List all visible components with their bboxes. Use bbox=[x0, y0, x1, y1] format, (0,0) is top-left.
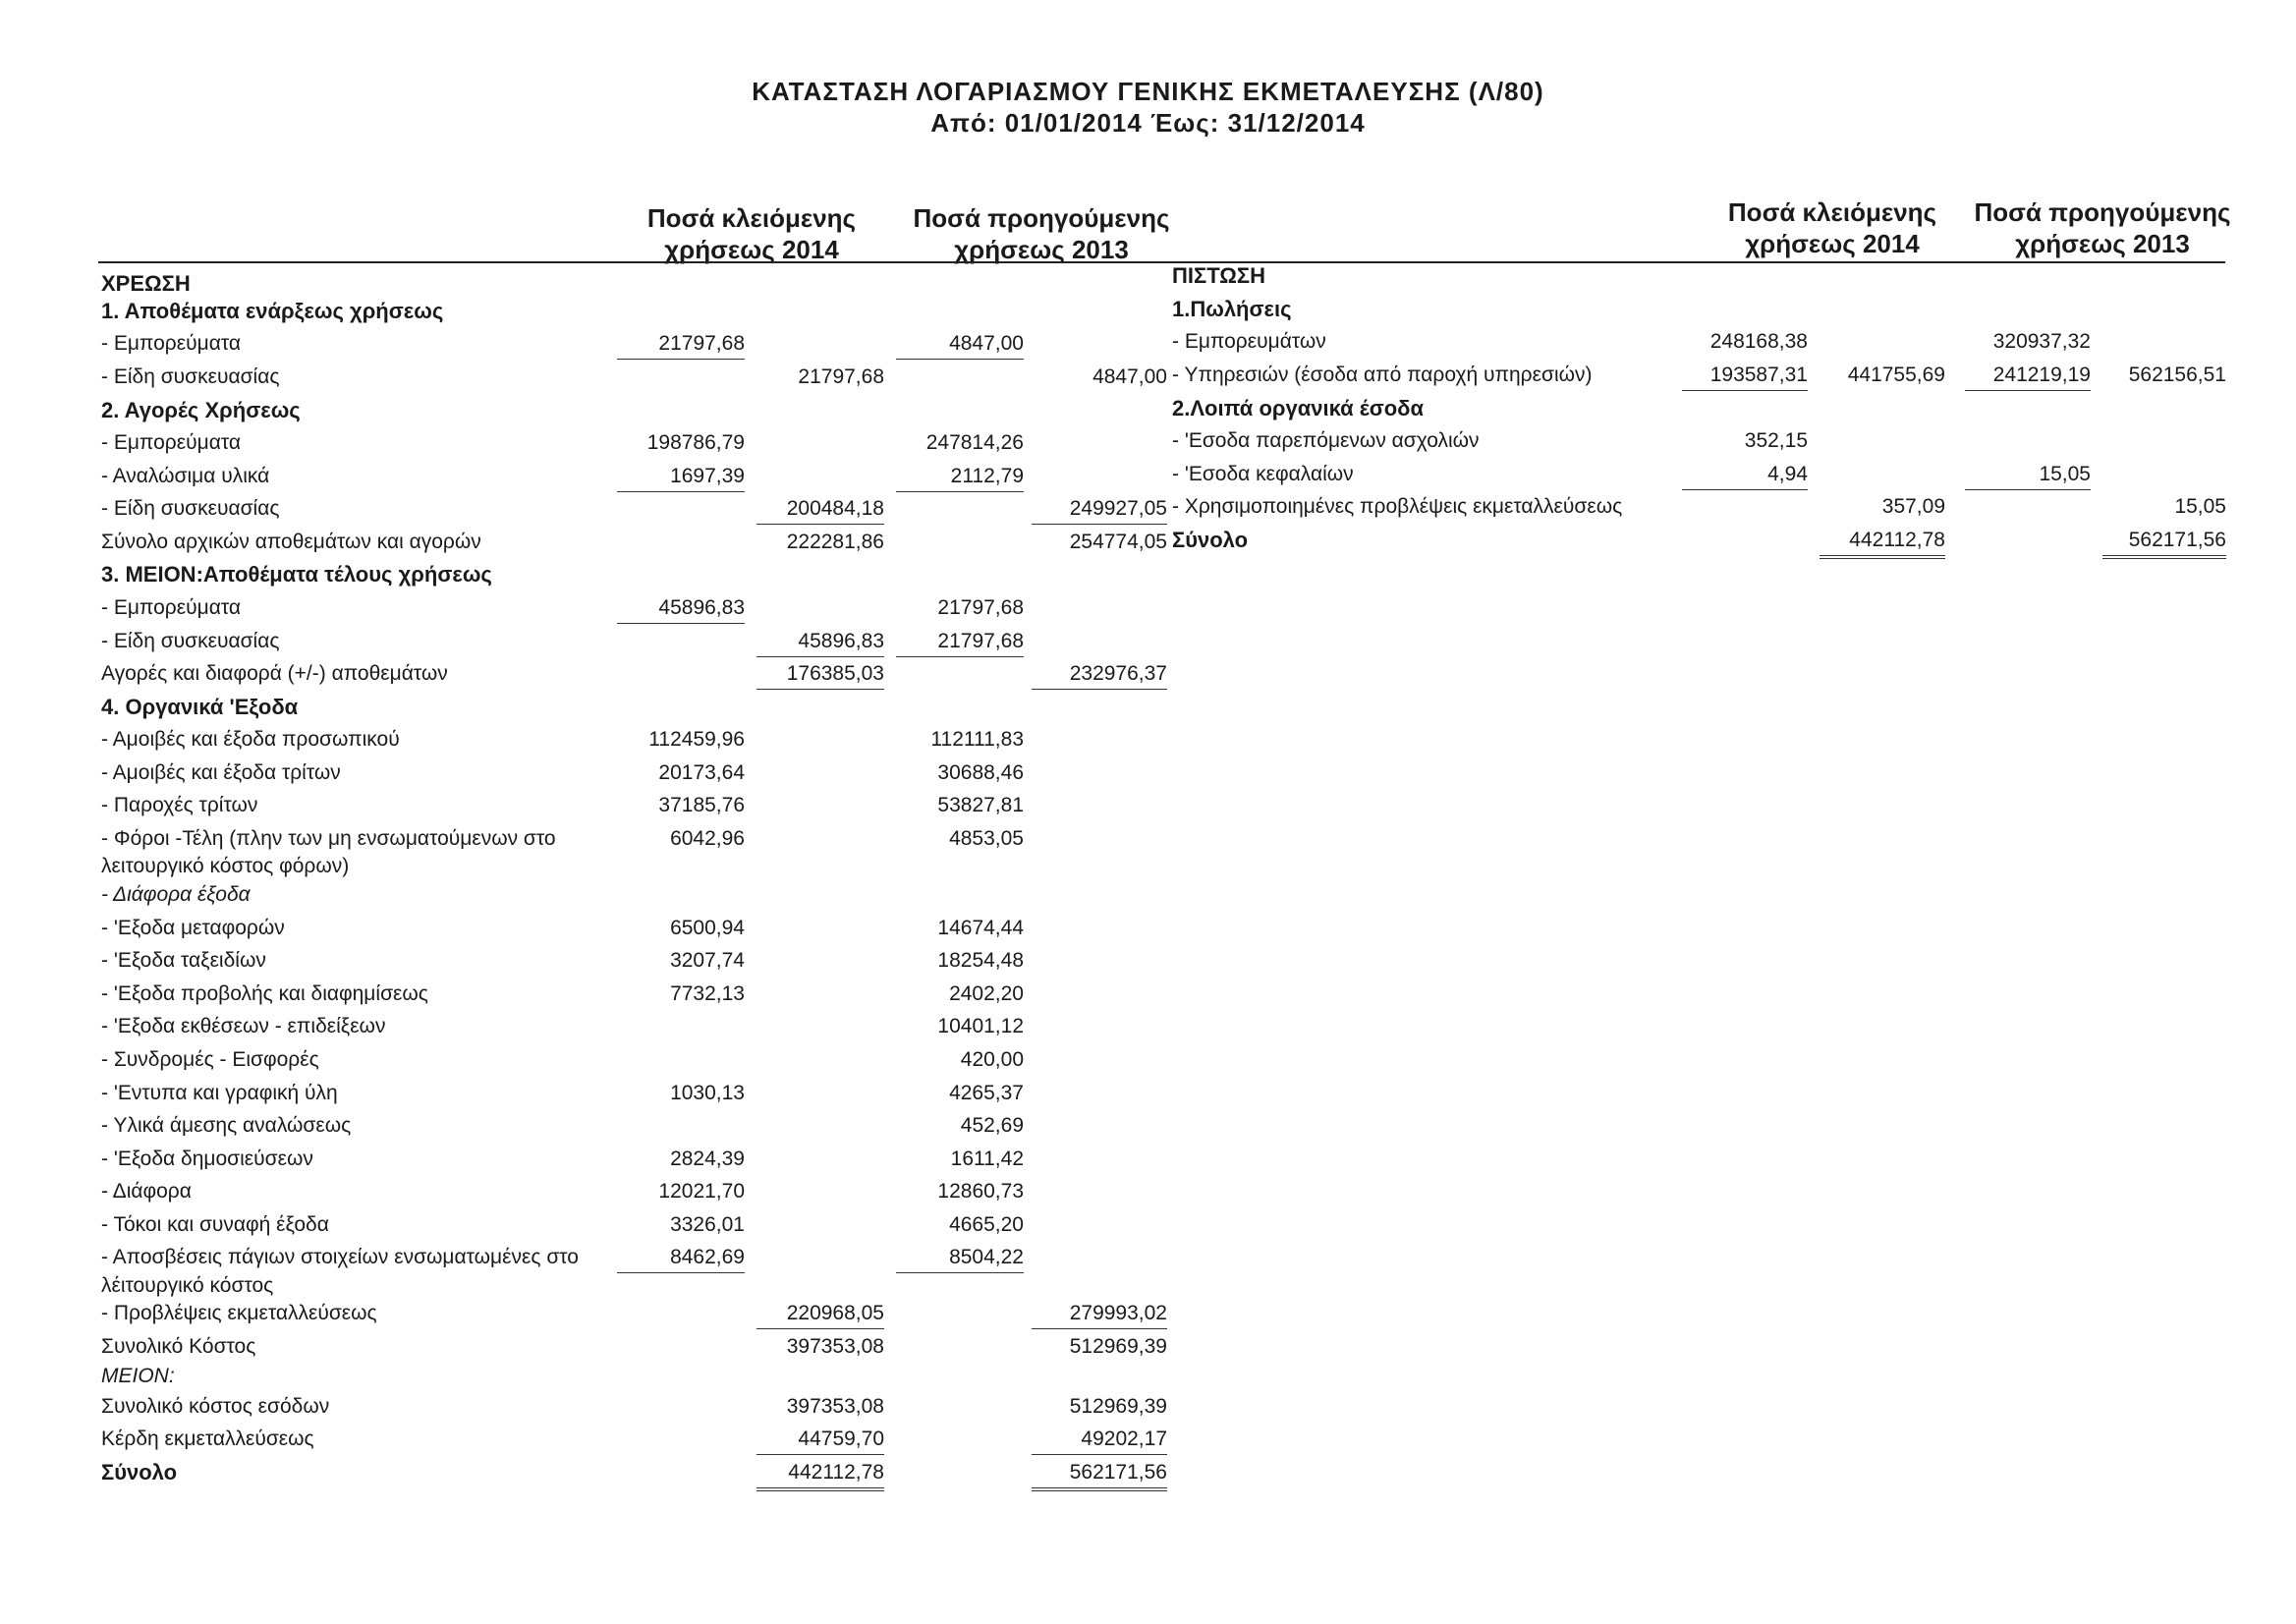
row-label: - 'Εξοδα μεταφορών bbox=[101, 917, 285, 939]
row-label: - Αποσβέσεις πάγιων στοιχείων ενσωματωμένες στο bbox=[101, 1246, 579, 1268]
amount-b: 397353,08 bbox=[786, 1395, 884, 1418]
row-label: - Διάφορα έξοδα bbox=[101, 883, 251, 906]
credit-heading: ΠΙΣΤΩΣΗ bbox=[1172, 263, 1265, 288]
amount-c: 4665,20 bbox=[949, 1213, 1024, 1236]
amount-a: 6042,96 bbox=[670, 827, 745, 850]
amount-a: 20173,64 bbox=[658, 761, 745, 784]
col-current-line1: Ποσά κλειόμενης bbox=[646, 203, 857, 233]
row-label: Συνολικό κόστος εσόδων bbox=[101, 1395, 330, 1418]
amount-b: 441755,69 bbox=[1847, 364, 1945, 386]
col-previous-credit bbox=[1955, 196, 2250, 259]
amount-c: 18254,48 bbox=[937, 949, 1024, 972]
amount-b: 357,09 bbox=[1881, 495, 1945, 518]
amount-b: 222281,86 bbox=[786, 531, 884, 553]
amount-a: 21797,68 bbox=[617, 329, 745, 360]
amount-c: 15,05 bbox=[1965, 460, 2091, 490]
row-label: - Διάφορα bbox=[101, 1180, 192, 1203]
row-label: - Προβλέψεις εκμεταλλεύσεως bbox=[101, 1302, 377, 1324]
row-label: Σύνολο bbox=[1172, 528, 1249, 552]
row-label: - Αμοιβές και έξοδα προσωπικού bbox=[101, 728, 400, 751]
row-label: - 'Εξοδα εκθέσεων - επιδείξεων bbox=[101, 1015, 386, 1037]
amount-a: 7732,13 bbox=[670, 982, 745, 1005]
amount-c: 14674,44 bbox=[937, 917, 1024, 939]
amount-c: 452,69 bbox=[960, 1114, 1024, 1137]
row-label: - Είδη συσκευασίας bbox=[101, 497, 280, 520]
amount-c: 4265,37 bbox=[949, 1082, 1024, 1104]
row-label: - 'Εξοδα προβολής και διαφημίσεως bbox=[101, 982, 428, 1005]
row-label: 1. Αποθέματα ενάρξεως χρήσεως bbox=[101, 299, 444, 323]
amount-b: 44759,70 bbox=[756, 1425, 884, 1455]
col-previous-line1: Ποσά προηγούμενης bbox=[913, 203, 1170, 233]
row-label: - Τόκοι και συναφή έξοδα bbox=[101, 1213, 329, 1236]
row-label: λέιτουργικό κόστος bbox=[101, 1274, 274, 1297]
row-label: λειτουργικό κόστος φόρων) bbox=[101, 855, 350, 877]
amount-c: 4853,05 bbox=[949, 827, 1024, 850]
amount-d: 279993,02 bbox=[1032, 1299, 1167, 1329]
row-label: 1.Πωλήσεις bbox=[1172, 297, 1292, 321]
amount-c: 53827,81 bbox=[937, 794, 1024, 816]
debit-heading: ΧΡΕΩΣΗ bbox=[101, 271, 191, 296]
report-period: Από: 01/01/2014 Έως: 31/12/2014 bbox=[930, 108, 1366, 138]
row-label: - Παροχές τρίτων bbox=[101, 794, 258, 816]
row-label: - 'Εσοδα παρεπόμενων ασχολιών bbox=[1172, 429, 1480, 452]
col-current-line1: Ποσά κλειόμενης bbox=[1727, 197, 1937, 227]
row-label: 4. Οργανικά 'Εξοδα bbox=[101, 695, 299, 719]
row-label: Συνολικό Κόστος bbox=[101, 1335, 256, 1358]
amount-c: 420,00 bbox=[960, 1048, 1024, 1071]
amount-a: 4,94 bbox=[1682, 460, 1808, 490]
amount-d: 512969,39 bbox=[1069, 1395, 1167, 1418]
col-current-debit bbox=[609, 202, 894, 265]
row-label: 3. ΜΕΙΟΝ:Αποθέματα τέλους χρήσεως bbox=[101, 562, 492, 587]
row-label: - Φόροι -Τέλη (πλην των μη ενσωματούμενων στο bbox=[101, 827, 556, 850]
row-label: - Συνδρομές - Εισφορές bbox=[101, 1048, 319, 1071]
amount-a: 45896,83 bbox=[617, 593, 745, 624]
amount-a: 37185,76 bbox=[658, 794, 745, 816]
col-current-credit bbox=[1690, 196, 1975, 259]
amount-a: 1030,13 bbox=[670, 1082, 745, 1104]
row-label: - Εμπορεύματα bbox=[101, 332, 241, 355]
amount-b: 176385,03 bbox=[756, 659, 884, 690]
amount-c: 10401,12 bbox=[937, 1015, 1024, 1037]
row-label: 2. Αγορές Χρήσεως bbox=[101, 398, 301, 422]
amount-a: 8462,69 bbox=[617, 1243, 745, 1273]
amount-a: 3207,74 bbox=[670, 949, 745, 972]
amount-c: 1611,42 bbox=[950, 1148, 1024, 1170]
amount-d: 4847,00 bbox=[1092, 365, 1167, 388]
report-title: ΚΑΤΑΣΤΑΣΗ ΛΟΓΑΡΙΑΣΜΟΥ ΓΕΝΙΚΗΣ ΕΚΜΕΤΑΛΕΥΣΗΣ (Λ/80) bbox=[752, 77, 1544, 106]
row-label: Κέρδη εκμεταλλεύσεως bbox=[101, 1428, 314, 1450]
col-previous-debit bbox=[889, 202, 1194, 265]
row-label: ΜΕΙΟΝ: bbox=[101, 1365, 175, 1387]
amount-a: 1697,39 bbox=[617, 462, 745, 492]
row-label: - 'Εξοδα δημοσιεύσεων bbox=[101, 1148, 313, 1170]
amount-a: 3326,01 bbox=[670, 1213, 745, 1236]
amount-d: 512969,39 bbox=[1069, 1335, 1167, 1358]
amount-a: 6500,94 bbox=[670, 917, 745, 939]
amount-c: 12860,73 bbox=[937, 1180, 1024, 1203]
amount-d: 562156,51 bbox=[2128, 364, 2226, 386]
amount-c: 320937,32 bbox=[1992, 330, 2091, 353]
amount-c: 30688,46 bbox=[937, 761, 1024, 784]
amount-b: 442112,78 bbox=[1820, 526, 1945, 559]
amount-a: 352,15 bbox=[1744, 429, 1808, 452]
amount-b: 45896,83 bbox=[756, 627, 884, 657]
amount-d: 15,05 bbox=[2174, 495, 2226, 518]
col-previous-line2: χρήσεως 2013 bbox=[2015, 229, 2190, 258]
amount-c: 241219,19 bbox=[1965, 361, 2091, 391]
row-label: - 'Εσοδα κεφαλαίων bbox=[1172, 463, 1354, 485]
row-label: - Είδη συσκευασίας bbox=[101, 630, 280, 652]
row-label: - Χρησιμοποιημένες προβλέψεις εκμεταλλεύσεως bbox=[1172, 495, 1623, 518]
col-previous-line2: χρήσεως 2013 bbox=[954, 235, 1129, 264]
amount-d: 249927,05 bbox=[1032, 494, 1167, 525]
amount-a: 198786,79 bbox=[646, 431, 745, 454]
row-label: - Εμπορεύματα bbox=[101, 596, 241, 619]
amount-b: 21797,68 bbox=[798, 365, 884, 388]
amount-c: 247814,26 bbox=[925, 431, 1024, 454]
amount-b: 200484,18 bbox=[756, 494, 884, 525]
amount-d: 562171,56 bbox=[2102, 526, 2226, 559]
amount-a: 2824,39 bbox=[670, 1148, 745, 1170]
amount-a: 112459,96 bbox=[648, 728, 745, 751]
amount-d: 562171,56 bbox=[1032, 1458, 1167, 1491]
row-label: 2.Λοιπά οργανικά έσοδα bbox=[1172, 396, 1425, 420]
col-current-line2: χρήσεως 2014 bbox=[664, 235, 839, 264]
amount-c: 2402,20 bbox=[949, 982, 1024, 1005]
row-label: - 'Εντυπα και γραφική ύλη bbox=[101, 1082, 338, 1104]
amount-d: 232976,37 bbox=[1032, 659, 1167, 690]
row-label: - Υπηρεσιών (έσοδα από παροχή υπηρεσιών) bbox=[1172, 364, 1593, 386]
row-label: - Εμπορεύματα bbox=[101, 431, 241, 454]
amount-b: 220968,05 bbox=[756, 1299, 884, 1329]
amount-b: 442112,78 bbox=[756, 1458, 884, 1491]
row-label: Σύνολο αρχικών αποθεμάτων και αγορών bbox=[101, 531, 481, 553]
amount-a: 12021,70 bbox=[658, 1180, 745, 1203]
row-label: - Αμοιβές και έξοδα τρίτων bbox=[101, 761, 341, 784]
amount-a: 248168,38 bbox=[1709, 330, 1808, 353]
row-label: - Υλικά άμεσης αναλώσεως bbox=[101, 1114, 352, 1137]
col-current-line2: χρήσεως 2014 bbox=[1745, 229, 1920, 258]
col-previous-line1: Ποσά προηγούμενης bbox=[1974, 197, 2231, 227]
amount-c: 8504,22 bbox=[896, 1243, 1024, 1273]
amount-c: 2112,79 bbox=[896, 462, 1024, 492]
row-label: - Είδη συσκευασίας bbox=[101, 365, 280, 388]
header-rule bbox=[98, 261, 2225, 263]
amount-d: 49202,17 bbox=[1032, 1425, 1167, 1455]
row-label: - Εμπορευμάτων bbox=[1172, 330, 1326, 353]
amount-c: 21797,68 bbox=[937, 596, 1024, 619]
row-label: Αγορές και διαφορά (+/-) αποθεμάτων bbox=[101, 662, 448, 685]
amount-d: 254774,05 bbox=[1069, 531, 1167, 553]
row-label: - Αναλώσιμα υλικά bbox=[101, 465, 270, 487]
amount-c: 4847,00 bbox=[896, 329, 1024, 360]
amount-c: 21797,68 bbox=[896, 627, 1024, 657]
amount-c: 112111,83 bbox=[930, 728, 1024, 751]
row-label: Σύνολο bbox=[101, 1460, 178, 1484]
amount-b: 397353,08 bbox=[786, 1335, 884, 1358]
row-label: - 'Εξοδα ταξειδίων bbox=[101, 949, 266, 972]
amount-a: 193587,31 bbox=[1682, 361, 1808, 391]
